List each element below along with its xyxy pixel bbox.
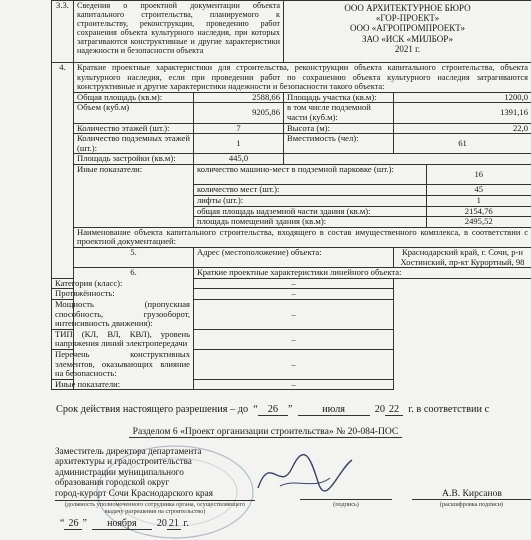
position-caption: (должность уполномоченного сотрудника органа, осуществляющего выдачу разрешения на строительство) [55,501,255,515]
footprint-value: 445,0 [194,154,284,165]
signatory-position [55,446,255,498]
complex-note-row [52,227,531,247]
validity-year: 22 [385,404,403,416]
validity-month: июля [298,404,370,416]
permit-table [51,0,531,390]
other-indicators-table [194,165,531,227]
linear-item-row [52,278,531,289]
capacity-label: Вместимость (чел): [284,134,394,154]
issue-year-prefix: 20 [157,518,167,529]
signature-caption: (подпись) [300,501,392,508]
volume-row [52,103,531,123]
floors-label: Количество этажей (шт.): [74,123,194,134]
row-number: 3.3. [52,1,74,63]
validity-prefix: Срок действия настоящего разрешения – до [56,404,248,415]
total-area-value: 2588,66 [194,92,284,103]
linear-item-row [52,349,531,379]
volume-value: 9205,86 [194,103,284,123]
org-line: ООО АРХИТЕКТУРНОЕ БЮРО [287,3,528,13]
linear-item-row [52,299,531,329]
section6-text: Разделом 6 «Проект организации строительства» № 20-084-ПОС [129,426,403,438]
underground-floors-row [52,134,531,154]
linear-item-label: Категория (класс): [52,278,194,289]
row-number: 6. [74,268,194,390]
linear-item-value: – [194,278,394,289]
row-4-header [52,63,531,93]
linear-item-value: – [194,299,394,329]
position-line: город-курорт Сочи Краснодарского края [55,488,255,498]
address-label: Адрес (местоположение) объекта: [194,248,394,268]
plot-area-label: Площадь участка (кв.м): [284,92,394,103]
issue-month: ноября [92,518,152,530]
project-organizations [284,1,531,63]
other-indicator-value: 45 [426,185,531,196]
position-line: образования городской округ [55,477,255,487]
issue-day: 26 [64,518,82,530]
linear-object-header: Краткие проектные характеристики линейного объекта: [194,268,531,279]
other-indicators-label: Иные показатели: [74,164,194,227]
total-area-row [52,92,531,103]
name-caption: (расшифровка подписи) [412,501,531,508]
other-indicator-value: 2495,52 [426,217,531,227]
linear-item-value: – [194,329,394,349]
row-5 [52,248,531,268]
position-line: Заместитель директора департамента [55,446,255,456]
other-indicator-label: количество машино-мест в подземной парковке (шт.): [194,165,426,185]
other-indicator-label: общая площадь надземной части здания (кв.м): [194,206,426,217]
other-indicator-row [194,196,531,207]
footprint-label: Площадь застройки (кв.м): [74,154,194,165]
section6-reference [0,426,531,437]
other-indicator-row [194,217,531,227]
org-line: ООО «АГРОПРОМПРОЕКТ» [287,23,528,33]
other-indicator-label: количество мест (шт.): [194,185,426,196]
position-line: администрации муниципального [55,467,255,477]
building-characteristics-header: Краткие проектные характеристики для строительства, реконструкции объекта капитального строительства, объекта культурного наследия, если при проведении работ по сохранению объекта культурного наследия затрагиваются конструктивные и другие характеристики надежности и безопасности такого объекта: [74,63,531,93]
empty-cell [284,154,531,165]
handwritten-signature [250,448,360,498]
row-number: 5. [74,248,194,268]
other-indicator-label: площадь помещений здания (кв.м): [194,217,426,227]
signatory-name: А.В. Кирсанов [412,488,531,499]
validity-day: 26 [258,404,288,416]
underground-floors-value: 1 [194,134,284,154]
linear-item-value: – [194,379,394,390]
validity-suffix: г. в соответствии с [408,404,489,415]
org-line: 2021 г. [287,44,528,54]
capacity-value: 61 [394,134,531,154]
validity-line: Срок действия настоящего разрешения – до “ 26 ” июля 20 22 г. в соответствии с [56,404,531,416]
linear-item-value: – [194,289,394,300]
other-indicator-value: 2154,76 [426,206,531,217]
linear-item-label: Перечень конструктивных элементов, оказывающих влияние на безопасность: [52,349,194,379]
linear-item-row [52,379,531,390]
linear-item-row [52,329,531,349]
other-indicator-value: 1 [426,196,531,207]
other-indicator-row [194,185,531,196]
project-docs-label: Сведения о проектной документации объекта капитального строительства, планируемого к строительству, реконструкции, проведению работ сохранения объекта культурного наследия, при которых затрагиваются конструктивные и другие характеристики надежности и безопасности объекта [74,1,284,63]
other-indicator-row [194,206,531,217]
linear-item-label: Иные показатели: [52,379,194,390]
footprint-row [52,154,531,165]
underground-floors-label: Количество подземных этажей (шт.): [74,134,194,154]
position-line: архитектуры и градостроительства [55,456,255,466]
total-area-label: Общая площадь (кв.м): [74,92,194,103]
volume-label: Объем (куб.м) [74,103,194,123]
linear-item-row [52,289,531,300]
linear-item-label: ТИП (КЛ, ВЛ, КВЛ), уровень напряжения линий электропередачи [52,329,194,349]
org-line: «ГОР-ПРОЕКТ» [287,13,528,23]
issue-date: “ 26 ” ноября 20 21 г. [60,518,189,530]
linear-item-label: Мощность (пропускная способность, грузооборот, интенсивность движения): [52,299,194,329]
issue-date-suffix: г. [183,518,188,529]
complex-note: Наименование объекта капитального строительства, входящего в состав имущественного комплекса, в соответствии с проектной документацией: [74,227,531,247]
linear-item-value: – [194,349,394,379]
floors-value: 7 [194,123,284,134]
other-indicator-label: лифты (шт.): [194,196,426,207]
height-value: 22,0 [394,123,531,134]
other-indicator-value: 16 [426,165,531,185]
row-number: 4. [52,63,74,279]
name-underline [412,499,531,500]
underground-volume-label: в том числе подземной части (куб.м): [284,103,394,123]
floors-row [52,123,531,134]
address-value: Краснодарский край, г. Сочи, р-н Хостинский, пр-кт Курортный, 98 [394,248,531,268]
plot-area-value: 1200,0 [394,92,531,103]
validity-year-prefix: 20 [375,404,385,415]
issue-year: 21 [167,518,181,530]
other-indicator-row [194,165,531,185]
signature-underline [300,499,392,500]
org-line: ЗАО «ИСК «МИЛБОР» [287,34,528,44]
height-label: Высота (м): [284,123,394,134]
underground-volume-value: 1391,16 [394,103,531,123]
row-3-3 [52,1,531,63]
row-6-header [52,268,531,279]
other-indicators-cell [194,164,531,227]
other-indicators-row [52,164,531,227]
linear-item-label: Протяжённость: [52,289,194,300]
